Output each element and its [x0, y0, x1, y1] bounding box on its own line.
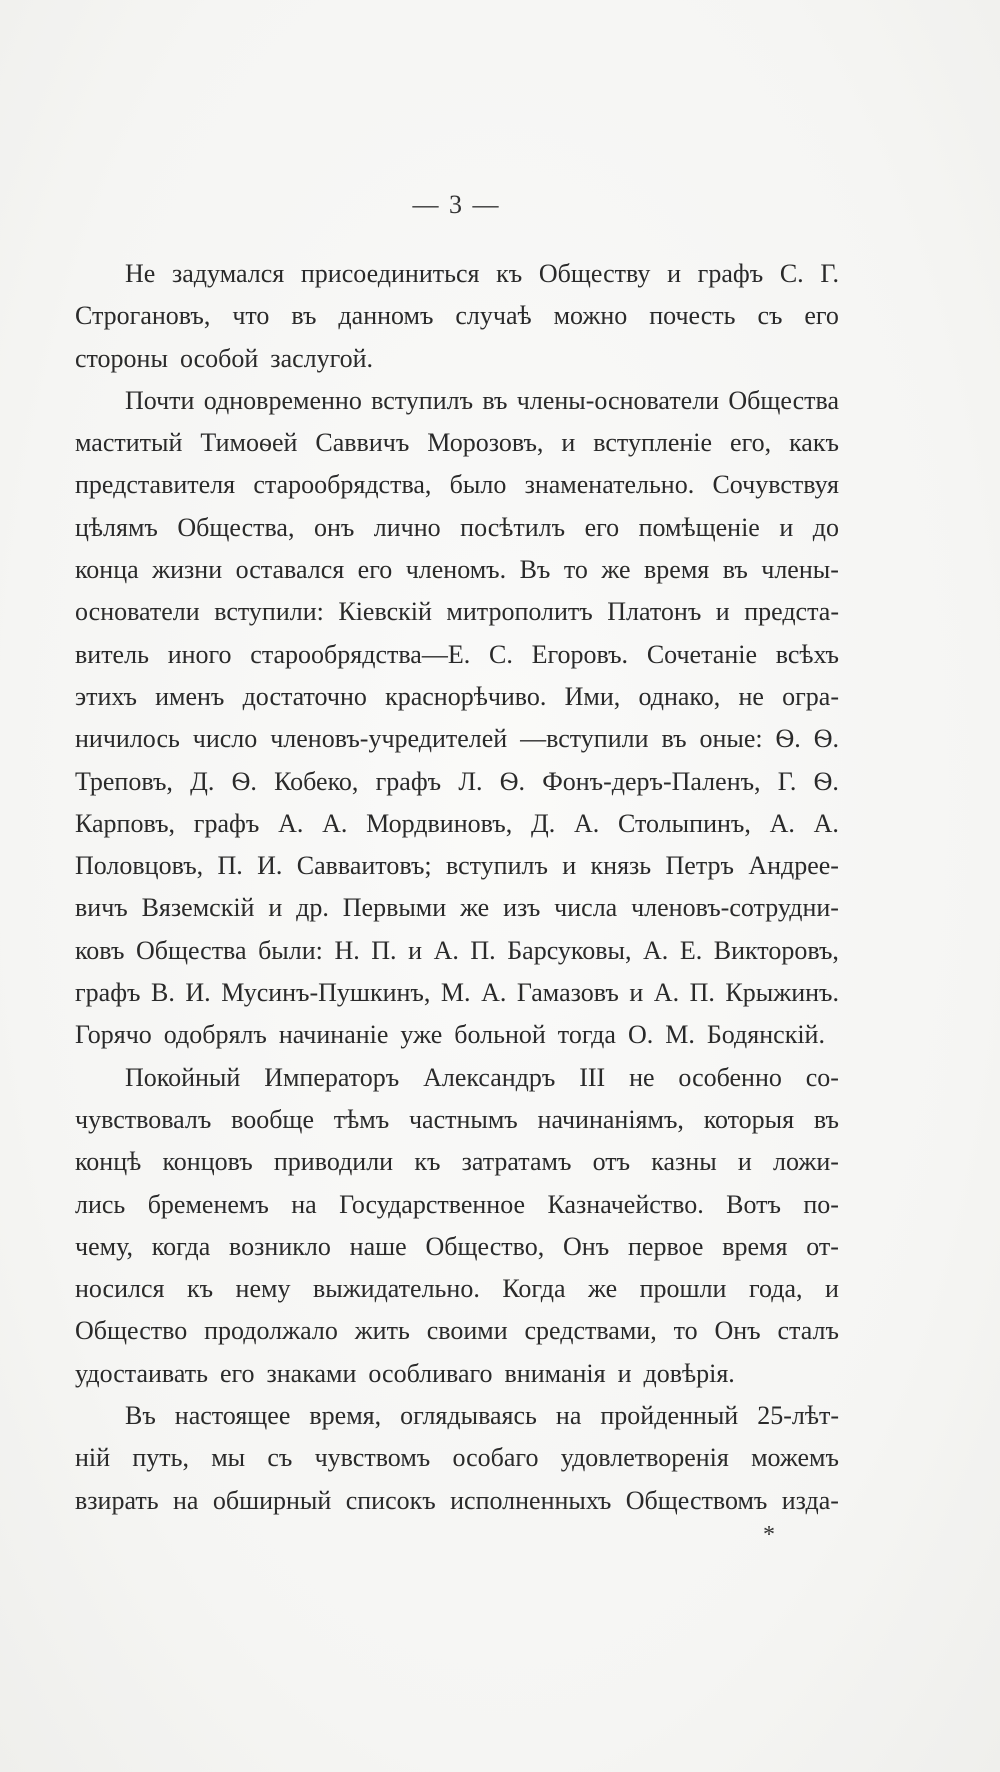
text-line: графъ В. И. Мусинъ-Пушкинъ, М. А. Гамазовъ и А. П. Крыжинъ.	[75, 978, 839, 1008]
text-line: чему, когда возникло наше Общество, Онъ первое время от-	[75, 1231, 839, 1261]
text-line: чувствовалъ вообще тѣмъ частнымъ начинаніямъ, которыя въ	[75, 1104, 839, 1134]
text-line: цѣлямъ Общества, онъ лично посѣтилъ его помѣщеніе и до	[75, 512, 839, 542]
text-line: ничилось число членовъ-учредителей —вступили въ оные: Ѳ. Ѳ.	[75, 724, 839, 754]
text-line: маститый Тимоѳей Саввичъ Морозовъ, и вступленіе его, какъ	[75, 428, 839, 458]
text-line: лись бременемъ на Государственное Казначейство. Вотъ по-	[75, 1189, 839, 1219]
text-line: концѣ концовъ приводили къ затратамъ отъ казны и ложи-	[75, 1147, 839, 1177]
text-line: представителя старообрядства, было знаменательно. Сочувствуя	[75, 470, 839, 500]
text-line: конца жизни оставался его членомъ. Въ то же время въ члены-	[75, 555, 839, 585]
text-line: Въ настоящее время, оглядываясь на пройденный 25-лѣт-	[125, 1401, 839, 1431]
text-line: этихъ именъ достаточно краснорѣчиво. Ими, однако, не огра-	[75, 681, 839, 711]
text-line: ковъ Общества были: Н. П. и А. П. Барсуковы, А. Е. Викторовъ,	[75, 935, 839, 965]
text-line: Строгановъ, что въ данномъ случаѣ можно почесть съ его	[75, 301, 839, 331]
signature-mark: *	[763, 1522, 775, 1548]
body-text	[75, 253, 839, 1522]
text-line: стороны особой заслугой.	[75, 343, 374, 373]
text-line: ній путь, мы съ чувствомъ особаго удовлетворенія можемъ	[75, 1443, 839, 1473]
text-line: носился къ нему выжидательно. Когда же прошли года, и	[75, 1274, 839, 1304]
text-line: Треповъ, Д. Ѳ. Кобеко, графъ Л. Ѳ. Фонъ-деръ-Паленъ, Г. Ѳ.	[75, 766, 839, 796]
text-line: Почти одновременно вступилъ въ члены-основатели Общества	[125, 385, 839, 415]
text-line: Горячо одобрялъ начинаніе уже больной тогда О. М. Бодянскій.	[75, 1020, 825, 1050]
text-line: Половцовъ, П. И. Савваитовъ; вступилъ и князь Петръ Андрее-	[75, 851, 839, 881]
text-line: основатели вступили: Кіевскій митрополитъ Платонъ и предста-	[75, 597, 839, 627]
text-line: Покойный Императоръ Александръ III не особенно со-	[125, 1062, 839, 1092]
text-line: Не задумался присоединиться къ Обществу и графъ С. Г.	[125, 259, 839, 288]
text-line: Карповъ, графъ А. А. Мордвиновъ, Д. А. Столыпинъ, А. А.	[75, 808, 839, 838]
text-line: удостаивать его знаками особливаго вниманія и довѣрія.	[75, 1358, 735, 1388]
text-line: взирать на обширный списокъ исполненныхъ Обществомъ изда-	[75, 1485, 839, 1515]
text-line: вичъ Вяземскій и др. Первыми же изъ числа членовъ-сотрудни-	[75, 893, 839, 923]
text-line: витель иного старообрядства—Е. С. Егоровъ. Сочетаніе всѣхъ	[75, 639, 839, 669]
page-number: — 3 —	[412, 190, 501, 219]
text-line: Общество продолжало жить своими средствами, то Онъ сталъ	[75, 1316, 839, 1346]
